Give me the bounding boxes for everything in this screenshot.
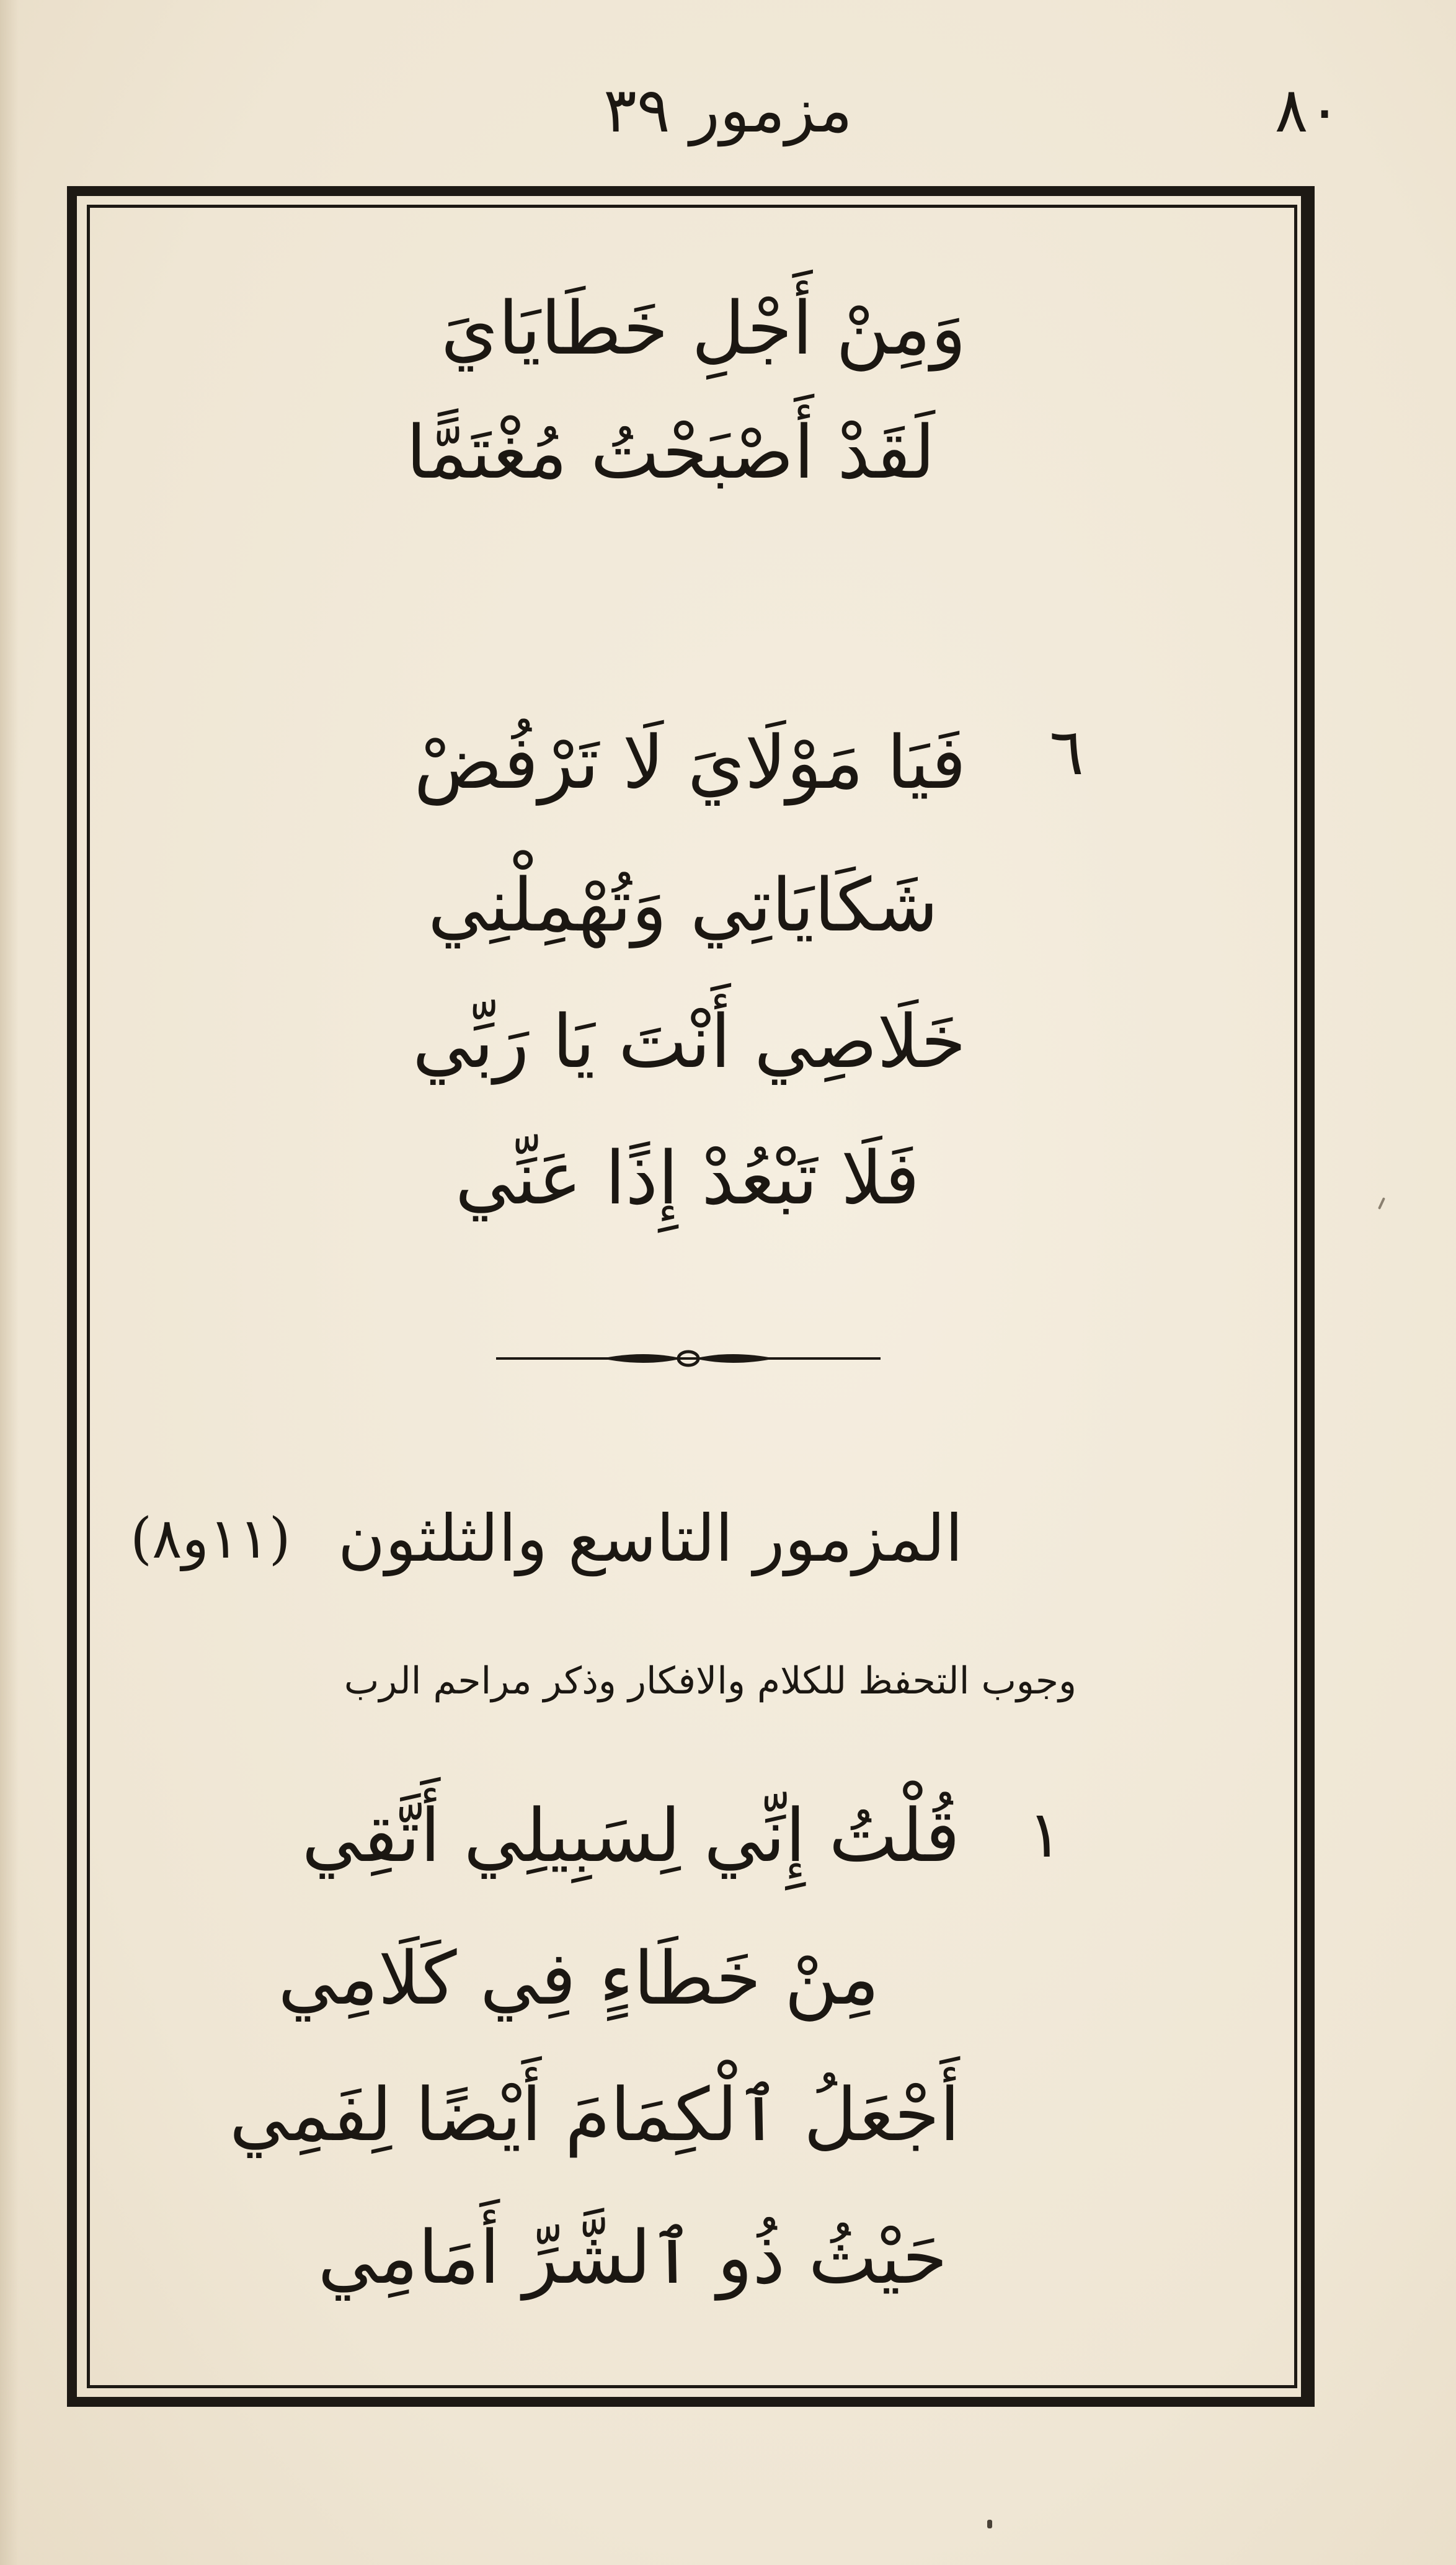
paper-speck xyxy=(1378,1197,1385,1210)
verse-number: ١ xyxy=(1028,1796,1062,1872)
verse-line: حَيْثُ ذُو ٱلشَّرِّ أَمَامِي xyxy=(317,2215,948,2300)
psalm-title: المزمور التاسع والثلثون xyxy=(337,1501,963,1576)
verse-line: أَجْعَلُ ٱلْكِمَامَ أَيْضًا لِفَمِي xyxy=(229,2072,960,2157)
verse-line: خَلَاصِي أَنْتَ يَا رَبِّي xyxy=(412,999,966,1084)
verse-line: فَيَا مَوْلَايَ لَا تَرْفُضْ xyxy=(414,720,966,805)
verse-line: وَمِنْ أَجْلِ خَطَايَايَ xyxy=(441,285,966,371)
page-frame-inner xyxy=(87,205,1297,2388)
psalm-subtitle: وجوب التحفظ للكلام والافكار وذكر مراحم الرب xyxy=(344,1659,1076,1703)
verse-line: مِنْ خَطَاءٍ فِي كَلَامِي xyxy=(278,1935,879,2021)
verse-line: شَكَايَاتِي وَتُهْمِلْنِي xyxy=(428,862,938,948)
psalm-reference: (١١و٨) xyxy=(130,1506,291,1571)
verse-line: قُلْتُ إِنِّي لِسَبِيلِي أَتَّقِي xyxy=(301,1793,960,1878)
verse-number: ٦ xyxy=(1049,714,1084,790)
verse-line: لَقَدْ أَصْبَحْتُ مُغْتَمًّا xyxy=(406,409,935,495)
verse-line: فَلَا تَبْعُدْ إِذًا عَنِّي xyxy=(455,1135,920,1221)
page-number: ٨٠ xyxy=(1274,74,1341,146)
spine-shadow xyxy=(0,0,19,2565)
ornament-divider xyxy=(496,1346,881,1371)
paper-speck xyxy=(987,2520,992,2528)
page-header-title: مزمور ٣٩ xyxy=(603,74,853,146)
